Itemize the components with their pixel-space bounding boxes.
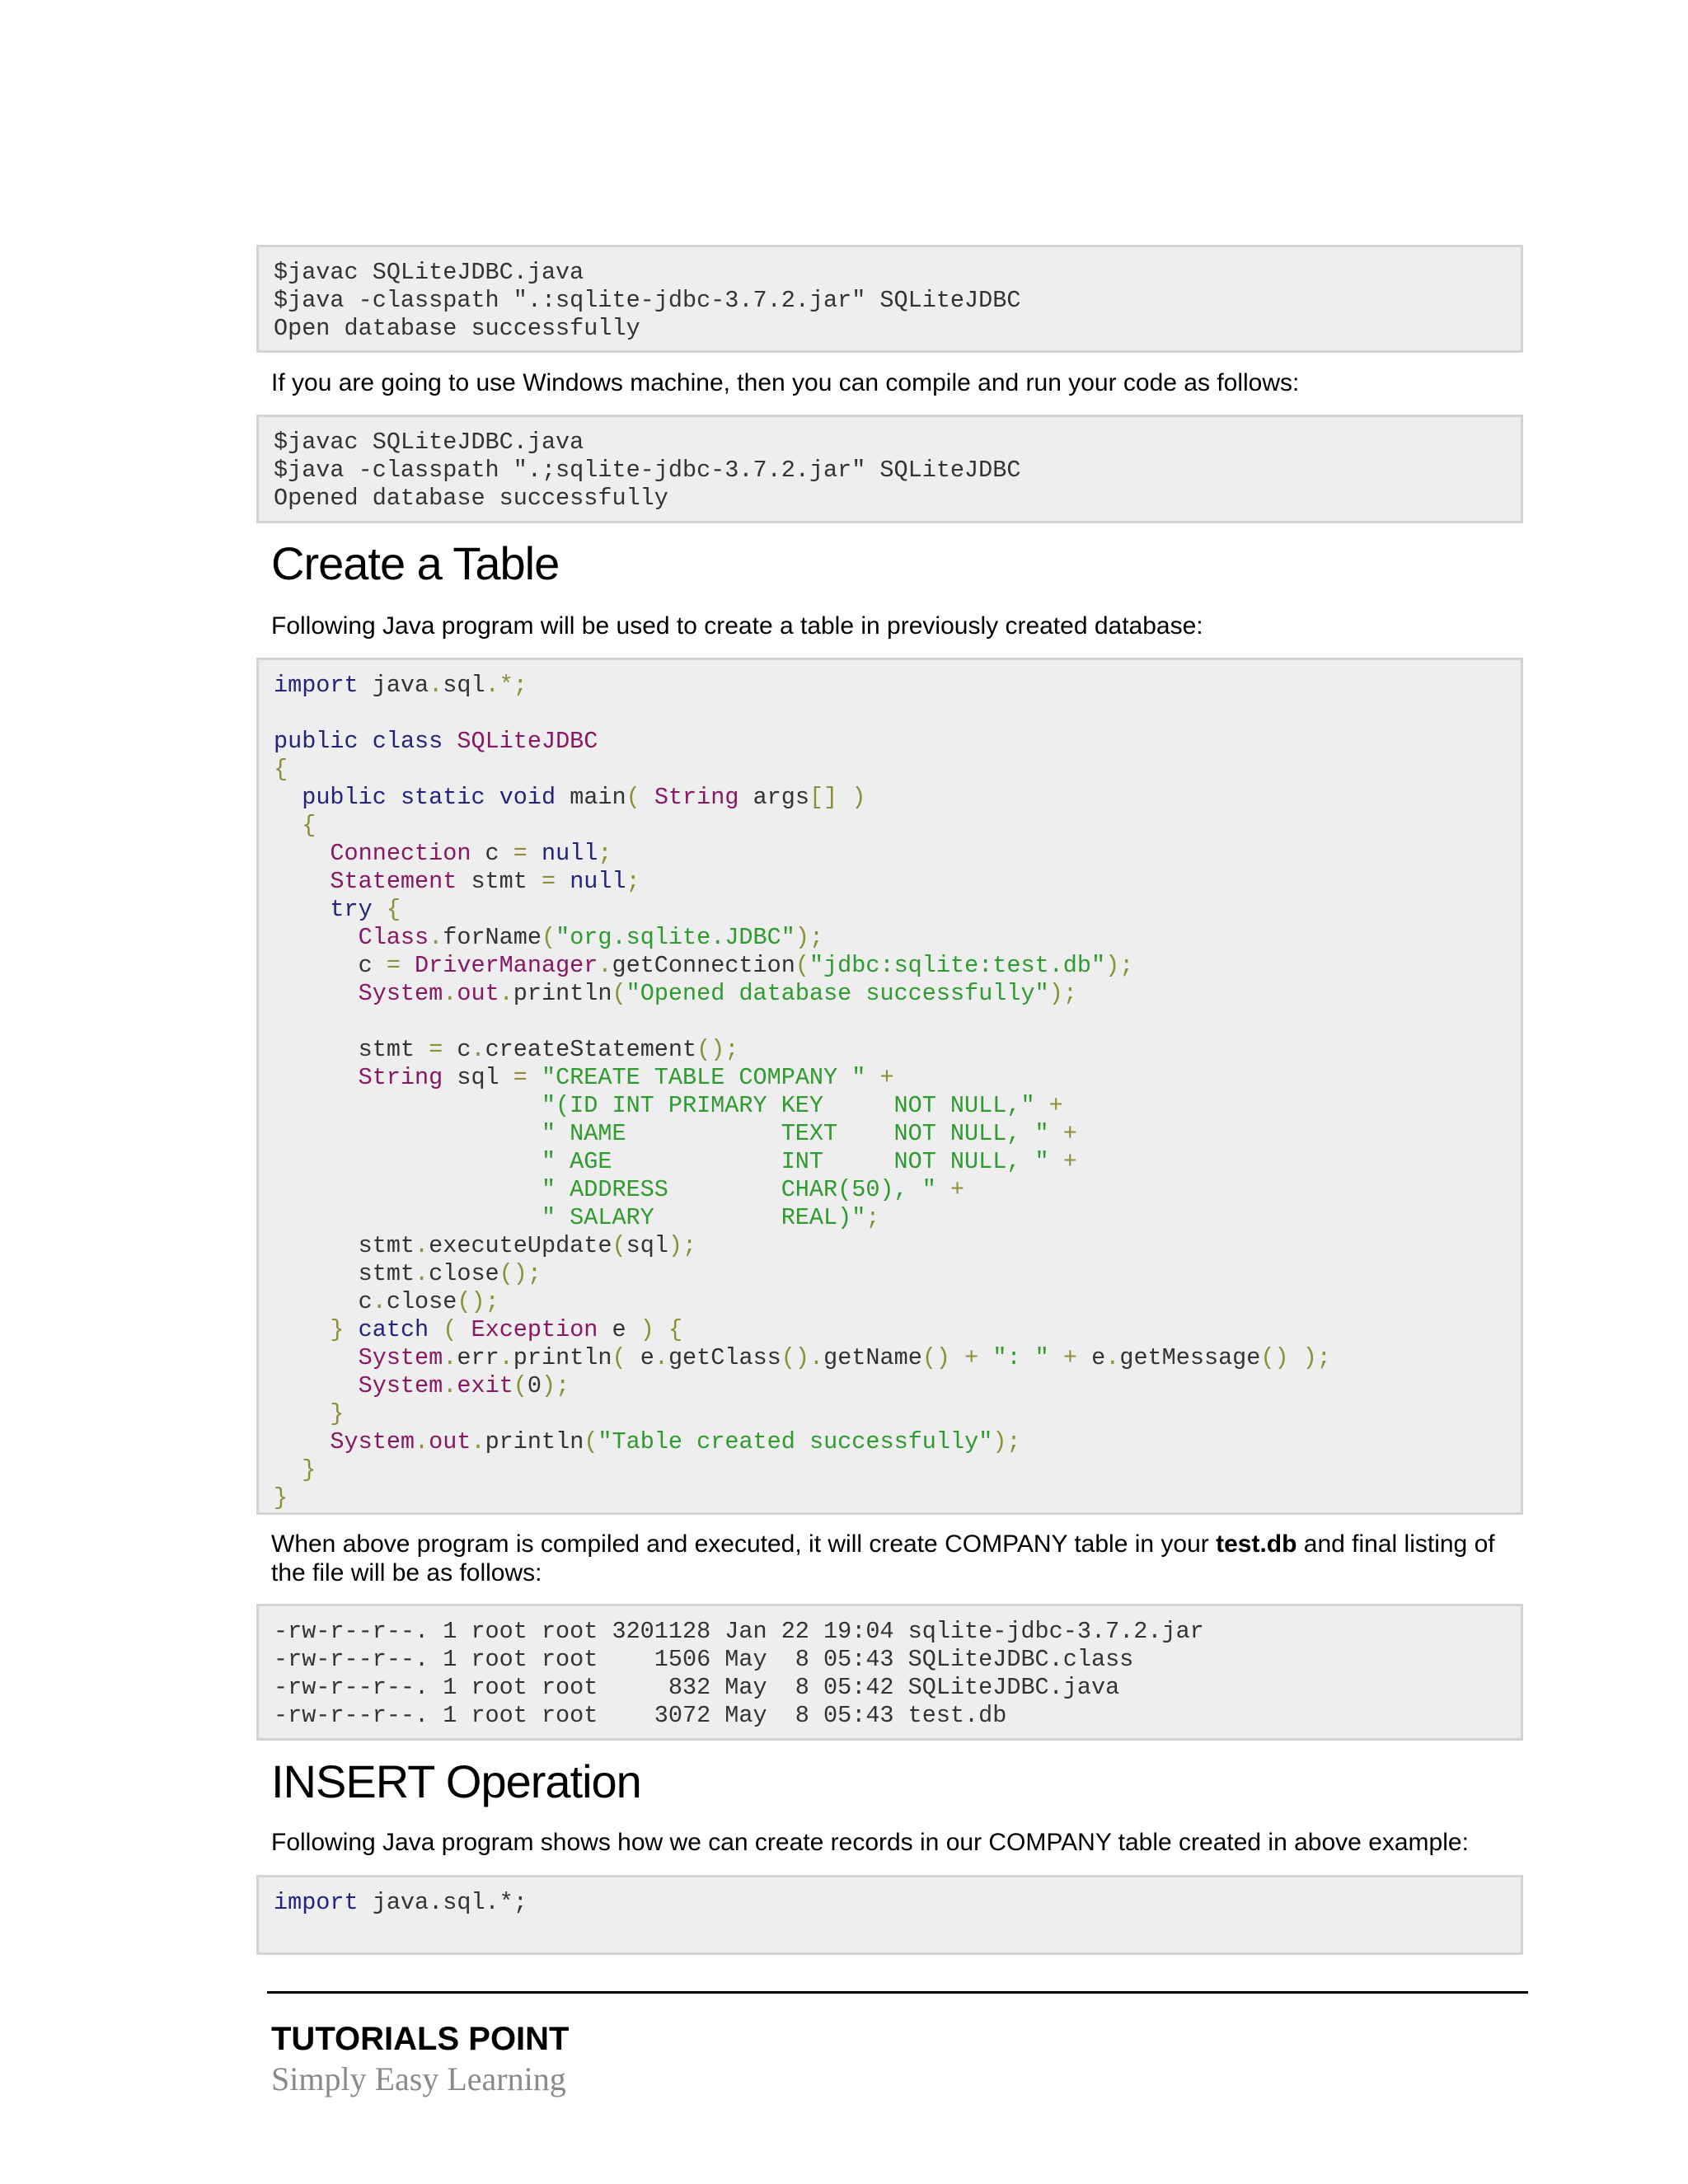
code-token-name: e — [1077, 1344, 1106, 1371]
code-token-keyword: class — [372, 728, 443, 755]
code-token-keyword: import — [274, 672, 359, 699]
code-line — [274, 1288, 1521, 1316]
code-line — [274, 840, 1521, 868]
code-line: $java -classpath ".;sqlite-jdbc-3.7.2.jar" SQLiteJDBC — [274, 457, 1021, 484]
code-token-punct: (); — [457, 1288, 499, 1315]
code-token-punct: .*; — [485, 672, 528, 699]
code-line — [274, 728, 1521, 756]
code-token-keyword: public — [302, 784, 387, 811]
code-token-name: c — [471, 840, 513, 867]
code-token-name: stmt — [457, 868, 542, 895]
code-line — [274, 980, 1521, 1008]
code-line — [274, 1148, 1521, 1176]
code-line: $javac SQLiteJDBC.java — [274, 429, 584, 456]
code-token-name: executeUpdate — [429, 1232, 612, 1259]
code-token-type: out — [429, 1428, 471, 1455]
code-token-punct: . — [429, 924, 443, 951]
code-token-name: stmt — [274, 1036, 429, 1063]
code-token-keyword: public — [274, 728, 359, 755]
code-token-name: java — [358, 672, 429, 699]
code-token-keyword: static — [400, 784, 485, 811]
code-token-name — [274, 840, 330, 867]
code-token-type: out — [457, 980, 499, 1007]
code-token-punct: ); — [795, 924, 824, 951]
code-block-linux-run — [256, 245, 1523, 353]
code-line — [274, 1484, 1521, 1512]
code-line: Opened database successfully — [274, 485, 668, 512]
code-token-string: " AGE INT NOT NULL, " — [541, 1148, 1049, 1175]
code-token-punct: = — [513, 840, 528, 867]
code-token-name: forName — [443, 924, 542, 951]
code-token-punct: + — [950, 1176, 965, 1203]
code-token-punct: { — [302, 812, 316, 839]
code-token-punct: { — [274, 756, 288, 783]
code-token-name — [274, 1120, 542, 1147]
code-token-type: System — [358, 1344, 443, 1371]
code-token-type: System — [330, 1428, 415, 1455]
code-line — [274, 1036, 1521, 1064]
code-token-name — [373, 896, 387, 923]
code-token-punct: + — [1062, 1344, 1078, 1371]
code-token-punct: + — [879, 1064, 894, 1091]
code-line — [274, 700, 1521, 728]
code-token-punct: = — [513, 1064, 528, 1091]
code-line: -rw-r--r--. 1 root root 1506 May 8 05:43 SQLiteJDBC.class — [274, 1646, 1134, 1673]
code-line — [274, 1176, 1521, 1204]
code-token-punct: { — [668, 1316, 683, 1343]
code-token-name — [978, 1344, 992, 1371]
code-token-name — [936, 1176, 950, 1203]
code-token-string: "jdbc:sqlite:test.db" — [809, 952, 1106, 979]
code-token-name — [274, 812, 302, 839]
code-token-name — [865, 1064, 879, 1091]
code-token-name — [274, 784, 302, 811]
code-token-name — [274, 980, 359, 1007]
code-token-type: System — [358, 980, 443, 1007]
code-token-punct: + — [1062, 1148, 1077, 1175]
code-token-punct: ); — [992, 1428, 1021, 1455]
code-token-punct: . — [415, 1232, 429, 1259]
code-token-name — [274, 1092, 542, 1119]
code-line — [274, 812, 1521, 840]
code-token-punct: . — [372, 1288, 387, 1315]
code-token-punct: (). — [781, 1344, 824, 1371]
code-block-windows-run — [256, 415, 1523, 523]
code-token-name — [274, 1204, 542, 1231]
code-token-punct: . — [499, 980, 513, 1007]
code-token-punct: . — [415, 1428, 429, 1455]
code-line — [274, 1372, 1521, 1400]
code-token-name — [640, 784, 654, 811]
code-token-punct: . — [471, 1036, 485, 1063]
code-token-name — [274, 1148, 542, 1175]
code-token-name: println — [513, 980, 612, 1007]
create-table-intro: Following Java program will be used to create a table in previously created database: — [271, 612, 1203, 640]
code-line — [274, 756, 1521, 784]
code-block-file-listing — [256, 1604, 1523, 1741]
listing-paragraph — [271, 1530, 1507, 1587]
code-token-type: Class — [358, 924, 429, 951]
code-token-name — [556, 868, 570, 895]
code-token-name — [654, 1316, 668, 1343]
code-token-name: e — [626, 1344, 654, 1371]
code-token-type: System — [358, 1372, 443, 1399]
code-token-punct: . — [443, 1344, 457, 1371]
code-token-string: "CREATE TABLE COMPANY " — [541, 1064, 866, 1091]
code-token-keyword: void — [499, 784, 556, 811]
code-line — [274, 952, 1521, 980]
code-token-punct: ); — [542, 1372, 570, 1399]
windows-intro-paragraph: If you are going to use Windows machine, then you can compile and run your code as follows: — [271, 369, 1300, 396]
code-token-punct: ( — [584, 1428, 598, 1455]
create-table-heading: Create a Table — [271, 537, 560, 589]
code-token-name: sql — [443, 672, 485, 699]
code-token-string: " NAME TEXT NOT NULL, " — [541, 1120, 1049, 1147]
code-token-type: String — [358, 1064, 443, 1091]
code-token-name — [528, 840, 542, 867]
code-token-name — [1049, 1148, 1063, 1175]
footer-divider — [267, 1991, 1528, 1994]
listing-text-after: and final listing of the file will be as follows: — [271, 1530, 1495, 1586]
code-token-string: "Opened database successfully" — [626, 980, 1049, 1007]
code-token-name: e — [598, 1316, 640, 1343]
code-token-punct: . — [443, 1372, 457, 1399]
code-token-punct: ); — [1048, 980, 1077, 1007]
code-token-name — [359, 728, 373, 755]
code-line — [274, 1008, 1521, 1036]
code-token-punct: . — [598, 952, 612, 979]
code-token-punct: . — [415, 1260, 429, 1287]
code-token-type: Statement — [330, 868, 457, 895]
code-token-type: String — [654, 784, 739, 811]
code-token-name — [274, 1428, 330, 1455]
code-token-punct: } — [330, 1400, 345, 1427]
code-token-name — [387, 784, 401, 811]
code-token-name — [443, 728, 457, 755]
code-token-punct: + — [964, 1344, 979, 1371]
code-token-punct: ( — [541, 924, 556, 951]
code-token-punct: ); — [1105, 952, 1134, 979]
footer-brand-title: TUTORIALS POINT — [271, 2021, 570, 2057]
code-token-name: err — [457, 1344, 499, 1371]
code-token-name — [274, 1456, 302, 1483]
code-token-string: "org.sqlite.JDBC" — [556, 924, 795, 951]
code-token-name — [1049, 1344, 1063, 1371]
code-line — [274, 1064, 1521, 1092]
code-token-name — [457, 1316, 471, 1343]
code-token-name: getClass — [668, 1344, 781, 1371]
code-token-name — [274, 1316, 330, 1343]
code-token-keyword: catch — [358, 1316, 429, 1343]
code-token-punct: ; — [865, 1204, 880, 1231]
code-line: -rw-r--r--. 1 root root 3201128 Jan 22 19:04 sqlite-jdbc-3.7.2.jar — [274, 1618, 1204, 1645]
code-token-punct: ) — [640, 1316, 654, 1343]
code-token-name: getName — [823, 1344, 922, 1371]
listing-text-before: When above program is compiled and executed, it will create COMPANY table in your — [271, 1530, 1217, 1558]
code-token-name: args — [738, 784, 809, 811]
code-token-name — [274, 1400, 330, 1427]
code-token-keyword: null — [570, 868, 626, 895]
insert-operation-heading: INSERT Operation — [271, 1755, 641, 1807]
code-line — [274, 1120, 1521, 1148]
code-token-punct: + — [1048, 1092, 1063, 1119]
code-token-name — [274, 1372, 359, 1399]
code-token-name — [1035, 1092, 1049, 1119]
code-token-punct: } — [274, 1484, 288, 1511]
code-token-punct: ( — [626, 784, 640, 811]
code-token-name — [1049, 1120, 1063, 1147]
code-token-name — [485, 784, 499, 811]
code-token-type: Exception — [471, 1316, 598, 1343]
code-token-keyword: null — [541, 840, 598, 867]
code-token-punct: ( — [612, 1344, 626, 1371]
code-token-punct: ); — [1302, 1344, 1331, 1371]
code-token-punct: () — [1260, 1344, 1289, 1371]
code-token-punct: . — [654, 1344, 668, 1371]
code-token-punct: [] — [809, 784, 838, 811]
code-token-name — [274, 1176, 542, 1203]
code-token-name: println — [513, 1344, 612, 1371]
code-token-name — [429, 1316, 443, 1343]
code-token-name: sql — [626, 1232, 668, 1259]
code-token-string: " ADDRESS CHAR(50), " — [541, 1176, 936, 1203]
code-line — [274, 924, 1521, 952]
code-line: $javac SQLiteJDBC.java — [274, 259, 584, 286]
code-line — [274, 1092, 1521, 1120]
code-token-type: SQLiteJDBC — [457, 728, 598, 755]
code-token-name: println — [485, 1428, 584, 1455]
code-token-name — [950, 1344, 964, 1371]
code-token-name — [274, 1344, 359, 1371]
code-line — [274, 1456, 1521, 1484]
code-token-punct: . — [429, 672, 443, 699]
code-token-name: 0 — [527, 1372, 542, 1399]
footer-tagline: Simply Easy Learning — [271, 2060, 566, 2097]
code-token-name: sql — [443, 1064, 513, 1091]
code-line — [274, 1204, 1521, 1232]
code-token-type: DriverManager — [415, 952, 598, 979]
code-token-punct: + — [1062, 1120, 1077, 1147]
code-line — [274, 1232, 1521, 1260]
code-token-punct: . — [499, 1344, 513, 1371]
code-token-name: close — [386, 1288, 457, 1315]
code-token-punct: (); — [696, 1036, 739, 1063]
code-token-punct: } — [330, 1316, 345, 1343]
code-line — [274, 784, 1521, 812]
code-token-name: close — [429, 1260, 499, 1287]
db-filename: test.db — [1216, 1530, 1297, 1558]
code-token-keyword: try — [330, 896, 373, 923]
code-token-punct: . — [1105, 1344, 1120, 1371]
code-line — [274, 1316, 1521, 1344]
code-token-punct: ( — [795, 952, 809, 979]
code-line: Open database successfully — [274, 315, 640, 342]
code-token-punct: { — [386, 896, 401, 923]
code-token-punct: () — [921, 1344, 951, 1371]
code-block-insert-start — [256, 1875, 1523, 1955]
code-token-name: stmt — [274, 1232, 415, 1259]
code-token-string: "Table created successfully" — [598, 1428, 993, 1455]
code-token-punct: ; — [598, 840, 612, 867]
code-token-punct: ); — [668, 1232, 697, 1259]
code-token-name: main — [556, 784, 626, 811]
code-token-punct: ( — [612, 980, 626, 1007]
code-line: $java -classpath ".:sqlite-jdbc-3.7.2.jar" SQLiteJDBC — [274, 287, 1021, 314]
code-block-create-table — [256, 658, 1523, 1515]
code-token-name: c — [274, 952, 387, 979]
code-token-punct: ( — [612, 1232, 626, 1259]
code-line — [274, 1428, 1521, 1456]
code-token-keyword: import — [274, 1889, 359, 1916]
code-token-name: java.sql.*; — [358, 1889, 528, 1916]
code-token-punct: ( — [513, 1372, 528, 1399]
code-token-name: stmt — [274, 1260, 415, 1287]
code-token-string: " SALARY REAL)" — [541, 1204, 866, 1231]
code-line: -rw-r--r--. 1 root root 832 May 8 05:42 SQLiteJDBC.java — [274, 1674, 1120, 1701]
code-token-name: c — [443, 1036, 471, 1063]
code-token-name: getConnection — [612, 952, 795, 979]
code-token-name — [1289, 1344, 1303, 1371]
code-token-name — [837, 784, 851, 811]
code-token-name — [274, 924, 359, 951]
code-token-name: c — [274, 1288, 373, 1315]
code-line — [274, 1400, 1521, 1428]
code-line — [274, 896, 1521, 924]
code-token-name — [345, 1316, 359, 1343]
code-token-name: createStatement — [485, 1036, 697, 1063]
code-token-name — [274, 868, 330, 895]
code-token-punct: = — [386, 952, 401, 979]
code-token-punct: ) — [851, 784, 866, 811]
code-token-punct: = — [541, 868, 556, 895]
code-token-name — [274, 896, 330, 923]
code-token-type: exit — [457, 1372, 513, 1399]
code-token-string: ": " — [992, 1344, 1049, 1371]
code-token-punct: ; — [626, 868, 640, 895]
code-token-name — [401, 952, 415, 979]
code-line — [274, 1344, 1521, 1372]
code-token-name — [274, 1064, 359, 1091]
insert-operation-intro: Following Java program shows how we can create records in our COMPANY table created in above example: — [271, 1829, 1469, 1856]
code-token-punct: . — [443, 980, 457, 1007]
code-token-punct: ( — [443, 1316, 457, 1343]
code-token-type: Connection — [330, 840, 471, 867]
code-line — [274, 868, 1521, 896]
code-line — [274, 1260, 1521, 1288]
code-token-punct: } — [302, 1456, 316, 1483]
code-token-punct: . — [471, 1428, 485, 1455]
code-token-punct: (); — [499, 1260, 542, 1287]
code-line: -rw-r--r--. 1 root root 3072 May 8 05:43 test.db — [274, 1702, 1007, 1729]
code-token-name: getMessage — [1119, 1344, 1261, 1371]
code-token-name — [528, 1064, 542, 1091]
code-token-string: "(ID INT PRIMARY KEY NOT NULL," — [541, 1092, 1035, 1119]
code-token-punct: = — [429, 1036, 443, 1063]
code-line — [274, 672, 1521, 700]
code-line — [274, 1889, 1521, 1917]
